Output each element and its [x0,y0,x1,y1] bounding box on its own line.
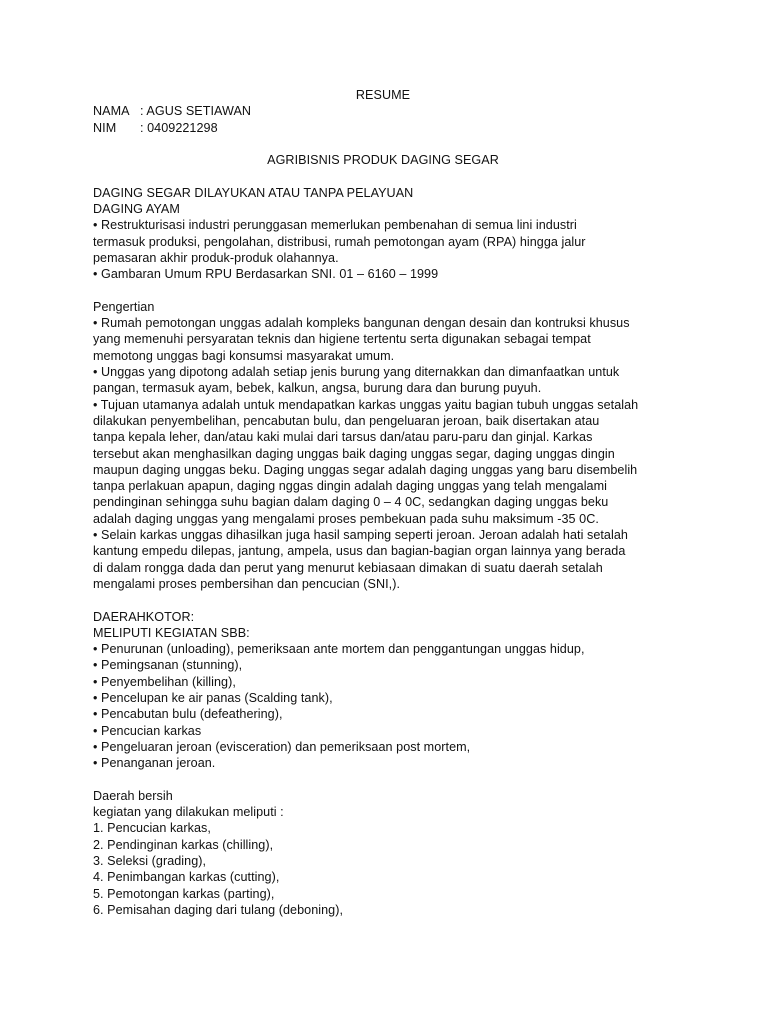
list-item: 4. Penimbangan karkas (cutting), [93,870,280,885]
text-line: • Gambaran Umum RPU Berdasarkan SNI. 01 – 6160 – 1999 [93,267,439,282]
text-line: di dalam rongga dada dan perut yang menurut kebiasaan dimakan di suatu daerah setalah [93,560,603,575]
text-line: pendinginan sehingga suhu bagian dalam daging 0 – 4 0C, sedangkan daging unggas beku [93,495,609,510]
list-item: 6. Pemisahan daging dari tulang (deboning), [93,902,343,917]
text-line: tersebut akan menghasilkan daging unggas baik daging unggas segar, daging unggas dingin [93,446,615,461]
list-item: • Penurunan (unloading), pemeriksaan ante mortem dan penggantungan unggas hidup, [93,642,585,657]
list-item: • Penanganan jeroan. [93,756,216,771]
text-line: memotong unggas bagi konsumsi masyarakat umum. [93,348,395,363]
document-title: RESUME [355,88,411,102]
name-value: : AGUS SETIAWAN [140,104,252,119]
text-line: kegiatan yang dilakukan meliputi : [93,805,284,820]
text-line: tanpa perlakuan apapun, daging nggas dingin adalah daging unggas yang telah mengalami [93,479,608,494]
list-item: 1. Pencucian karkas, [93,821,211,836]
text-line: mengalami proses pembersihan dan pencucian (SNI,). [93,576,401,591]
spacer [93,136,673,152]
document-page [93,87,673,918]
list-item: • Penyembelihan (killing), [93,674,236,689]
list-item: • Pemingsanan (stunning), [93,658,243,673]
section-heading: Pengertian [93,299,155,314]
daerah-bersih-section [93,788,673,918]
text-line: pangan, termasuk ayam, bebek, kalkun, angsa, burung dara dan burung puyuh. [93,381,542,396]
list-item: • Pencabutan bulu (defeathering), [93,707,283,722]
list-item: • Pencucian karkas [93,723,202,738]
section-heading: Daerah bersih [93,788,173,803]
document-subtitle: AGRIBISNIS PRODUK DAGING SEGAR [267,153,499,168]
text-line: adalah daging unggas yang mengalami proses pembekuan pada suhu maksimum -35 0C. [93,511,599,526]
text-line: termasuk produksi, pengolahan, distribusi, rumah pemotongan ayam (RPA) hingga jalur [93,234,586,249]
list-item: 2. Pendinginan karkas (chilling), [93,837,274,852]
spacer [93,168,673,184]
text-line: MELIPUTI KEGIATAN SBB: [93,625,250,640]
nim-value: : 0409221298 [140,120,218,135]
text-line: pemasaran akhir produk-produk olahannya. [93,250,339,265]
pengertian-section [93,299,673,592]
daerah-kotor-section [93,609,673,772]
text-line: DAGING AYAM [93,202,180,217]
list-item: 5. Pemotongan karkas (parting), [93,886,275,901]
name-label: NAMA [93,104,130,119]
intro-section [93,185,673,283]
text-line: • Unggas yang dipotong adalah setiap jenis burung yang diternakkan dan dimanfaatkan untuk [93,365,620,380]
list-item: 3. Seleksi (grading), [93,853,207,868]
text-line: dilakukan penyembelihan, pencabutan bulu, dan pengeluaran jeroan, baik disertakan atau [93,413,600,428]
text-line: • Tujuan utamanya adalah untuk mendapatkan karkas unggas yaitu bagian tubuh unggas setalah [93,397,639,412]
nim-label: NIM [93,120,117,135]
spacer [93,283,673,299]
spacer [93,592,673,608]
text-line: maupun daging unggas beku. Daging unggas segar adalah daging unggas yang baru disembelih [93,462,638,477]
identity-block [93,103,673,136]
list-item: • Pengeluaran jeroan (evisceration) dan pemeriksaan post mortem, [93,739,471,754]
text-line: • Restrukturisasi industri perunggasan memerlukan pembenahan di semua lini industri [93,218,577,233]
text-line: • Rumah pemotongan unggas adalah kompleks bangunan dengan desain dan kontruksi khusus [93,316,630,331]
text-line: tanpa kepala leher, dan/atau kaki mulai dari tarsus dan/atau paru-paru dan ginjal. Karkas [93,430,593,445]
text-line: • Selain karkas unggas dihasilkan juga hasil samping seperti jeroan. Jeroan adalah hati setalah [93,528,628,543]
spacer [93,771,673,787]
section-heading: DAERAHKOTOR: [93,609,195,624]
text-line: DAGING SEGAR DILAYUKAN ATAU TANPA PELAYUAN [93,185,414,200]
nim-row [93,120,673,136]
text-line: yang memenuhi persyaratan teknis dan higiene tertentu serta digunakan sebagai tempat [93,332,591,347]
name-row [93,103,673,119]
text-line: kantung empedu dilepas, jantung, ampela, usus dan bagian-bagian organ lainnya yang berada [93,544,626,559]
list-item: • Pencelupan ke air panas (Scalding tank), [93,690,333,705]
